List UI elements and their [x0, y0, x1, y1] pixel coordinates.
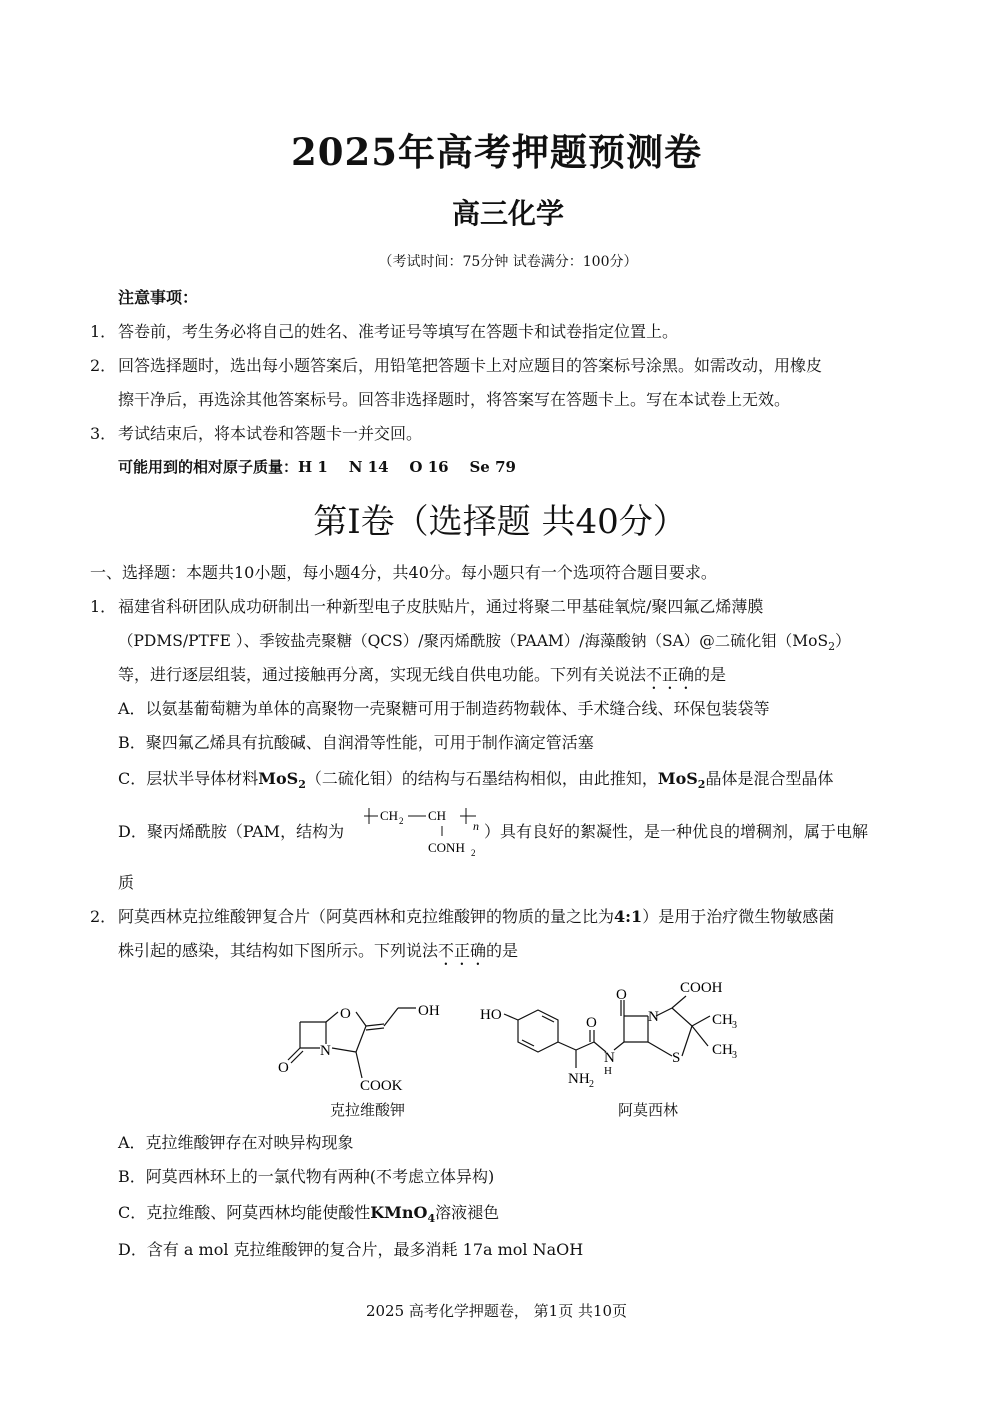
q1-option-d-end: ）具有良好的絮凝性，是一种优良的增稠剂，属于电解 — [484, 822, 869, 841]
subject-title: 高三化学 — [451, 197, 564, 230]
emphasis-text: 不正确 — [438, 941, 487, 960]
svg-text:HO: HO — [480, 1007, 502, 1023]
svg-text:n: n — [473, 819, 479, 833]
q1-stem-line3: 等，进行逐层组装，通过接触再分离，实现无线自供电功能。下列有关说法不正确的是 — [118, 665, 727, 684]
svg-text:COOK: COOK — [360, 1078, 403, 1094]
svg-text:CH: CH — [712, 1042, 733, 1058]
section-title: 第I卷（选择题 共40分） — [313, 502, 687, 542]
atomic-mass-line: 可能用到的相对原子质量：H 1 N 14 O 16 Se 79 — [118, 458, 516, 476]
page-footer: 2025 高考化学押题卷， 第1页 共10页 — [365, 1302, 628, 1320]
q1-option-a: A．以氨基葡萄糖为单体的高聚物一壳聚糖可用于制造药物载体、手术缝合线、环保包装袋等 — [118, 699, 770, 718]
svg-text:O: O — [616, 987, 627, 1003]
exam-info: （考试时间：75分钟 试卷满分：100分） — [378, 254, 638, 270]
svg-text:N: N — [604, 1050, 615, 1066]
polyacrylamide-structure — [360, 800, 490, 862]
svg-text:H: H — [604, 1065, 612, 1077]
q2-number: 2． — [90, 907, 117, 926]
notice-item-1-num: 1． — [90, 322, 117, 341]
amoxicillin-structure — [476, 970, 776, 1098]
svg-text:NH: NH — [568, 1071, 590, 1087]
svg-text:CH: CH — [380, 808, 399, 823]
notice-item-1-text: 答卷前，考生务必将自己的姓名、准考证号等填写在答题卡和试卷指定位置上。 — [118, 322, 679, 341]
svg-text:CH: CH — [712, 1012, 733, 1028]
svg-text:O: O — [278, 1060, 289, 1076]
q1-stem-line2: （PDMS/PTFE ）、季铵盐壳聚糖（QCS）/聚丙烯酰胺（PAAM）/海藻酸钠（SA）@二硫化钼（MoS$_2$） — [118, 632, 851, 653]
q2-option-a: A．克拉维酸钾存在对映异构现象 — [118, 1133, 354, 1152]
svg-text:N: N — [320, 1043, 331, 1059]
svg-text:2: 2 — [399, 816, 404, 826]
notice-heading: 注意事项： — [118, 288, 199, 307]
svg-text:2: 2 — [589, 1079, 594, 1090]
q1-option-d-cont: 质 — [118, 873, 135, 892]
svg-text:S: S — [672, 1050, 681, 1066]
svg-text:2: 2 — [471, 848, 476, 858]
q1-number: 1． — [90, 597, 117, 616]
q1-option-c: C．层状半导体材料MoS$_2$（二硫化钼）的结构与石墨结构相似，由此推知，MoS$_2$晶体是混合型晶体 — [118, 769, 834, 791]
notice-item-3-num: 3． — [90, 424, 117, 443]
q2-option-d: D．含有 a mol 克拉维酸钾的复合片，最多消耗 17a mol NaOH — [118, 1240, 584, 1259]
svg-text:O: O — [586, 1015, 597, 1031]
clavulanate-label: 克拉维酸钾 — [330, 1101, 406, 1119]
q1-stem-line1: 福建省科研团队成功研制出一种新型电子皮肤贴片，通过将聚二甲基硅氧烷/聚四氟乙烯薄膜 — [118, 597, 764, 616]
notice-item-2-num: 2． — [90, 356, 117, 375]
emphasis-text: 不正确 — [646, 665, 695, 684]
svg-text:3: 3 — [732, 1050, 737, 1061]
q1-option-b: B．聚四氟乙烯具有抗酸碱、自润滑等性能，可用于制作滴定管活塞 — [118, 733, 594, 752]
q2-stem-line2: 株引起的感染，其结构如下图所示。下列说法不正确的是 — [118, 941, 519, 960]
page-title: 2025年高考押题预测卷 — [291, 130, 702, 174]
q2-stem-line1: 阿莫西林克拉维酸钾复合片（阿莫西林和克拉维酸钾的物质的量之比为4:1）是用于治疗微生物敏感菌 — [118, 907, 835, 926]
q2-option-c: C．克拉维酸、阿莫西林均能使酸性KMnO$_4$溶液褪色 — [118, 1203, 500, 1225]
amoxicillin-label: 阿莫西林 — [618, 1101, 679, 1119]
svg-text:3: 3 — [732, 1020, 737, 1031]
svg-text:N: N — [648, 1009, 659, 1025]
q1-option-d-start: D．聚丙烯酰胺（PAM，结构为 — [118, 822, 345, 841]
section-instruction: 一、选择题：本题共10小题，每小题4分，共40分。每小题只有一个选项符合题目要求。 — [90, 563, 717, 582]
notice-item-3-text: 考试结束后，将本试卷和答题卡一并交回。 — [118, 424, 423, 443]
q2-option-b: B．阿莫西林环上的一氯代物有两种(不考虑立体异构) — [118, 1167, 495, 1186]
svg-text:COOH: COOH — [680, 980, 723, 996]
svg-text:CONH: CONH — [428, 840, 465, 855]
notice-item-2-text-cont: 擦干净后，再选涂其他答案标号。回答非选择题时，将答案写在答题卡上。写在本试卷上无效。 — [118, 390, 791, 409]
svg-text:CH: CH — [428, 808, 447, 823]
notice-item-2-text: 回答选择题时，选出每小题答案后，用铅笔把答题卡上对应题目的答案标号涂黑。如需改动，用橡皮 — [118, 356, 823, 375]
svg-text:O: O — [340, 1006, 351, 1022]
svg-text:OH: OH — [418, 1003, 440, 1019]
